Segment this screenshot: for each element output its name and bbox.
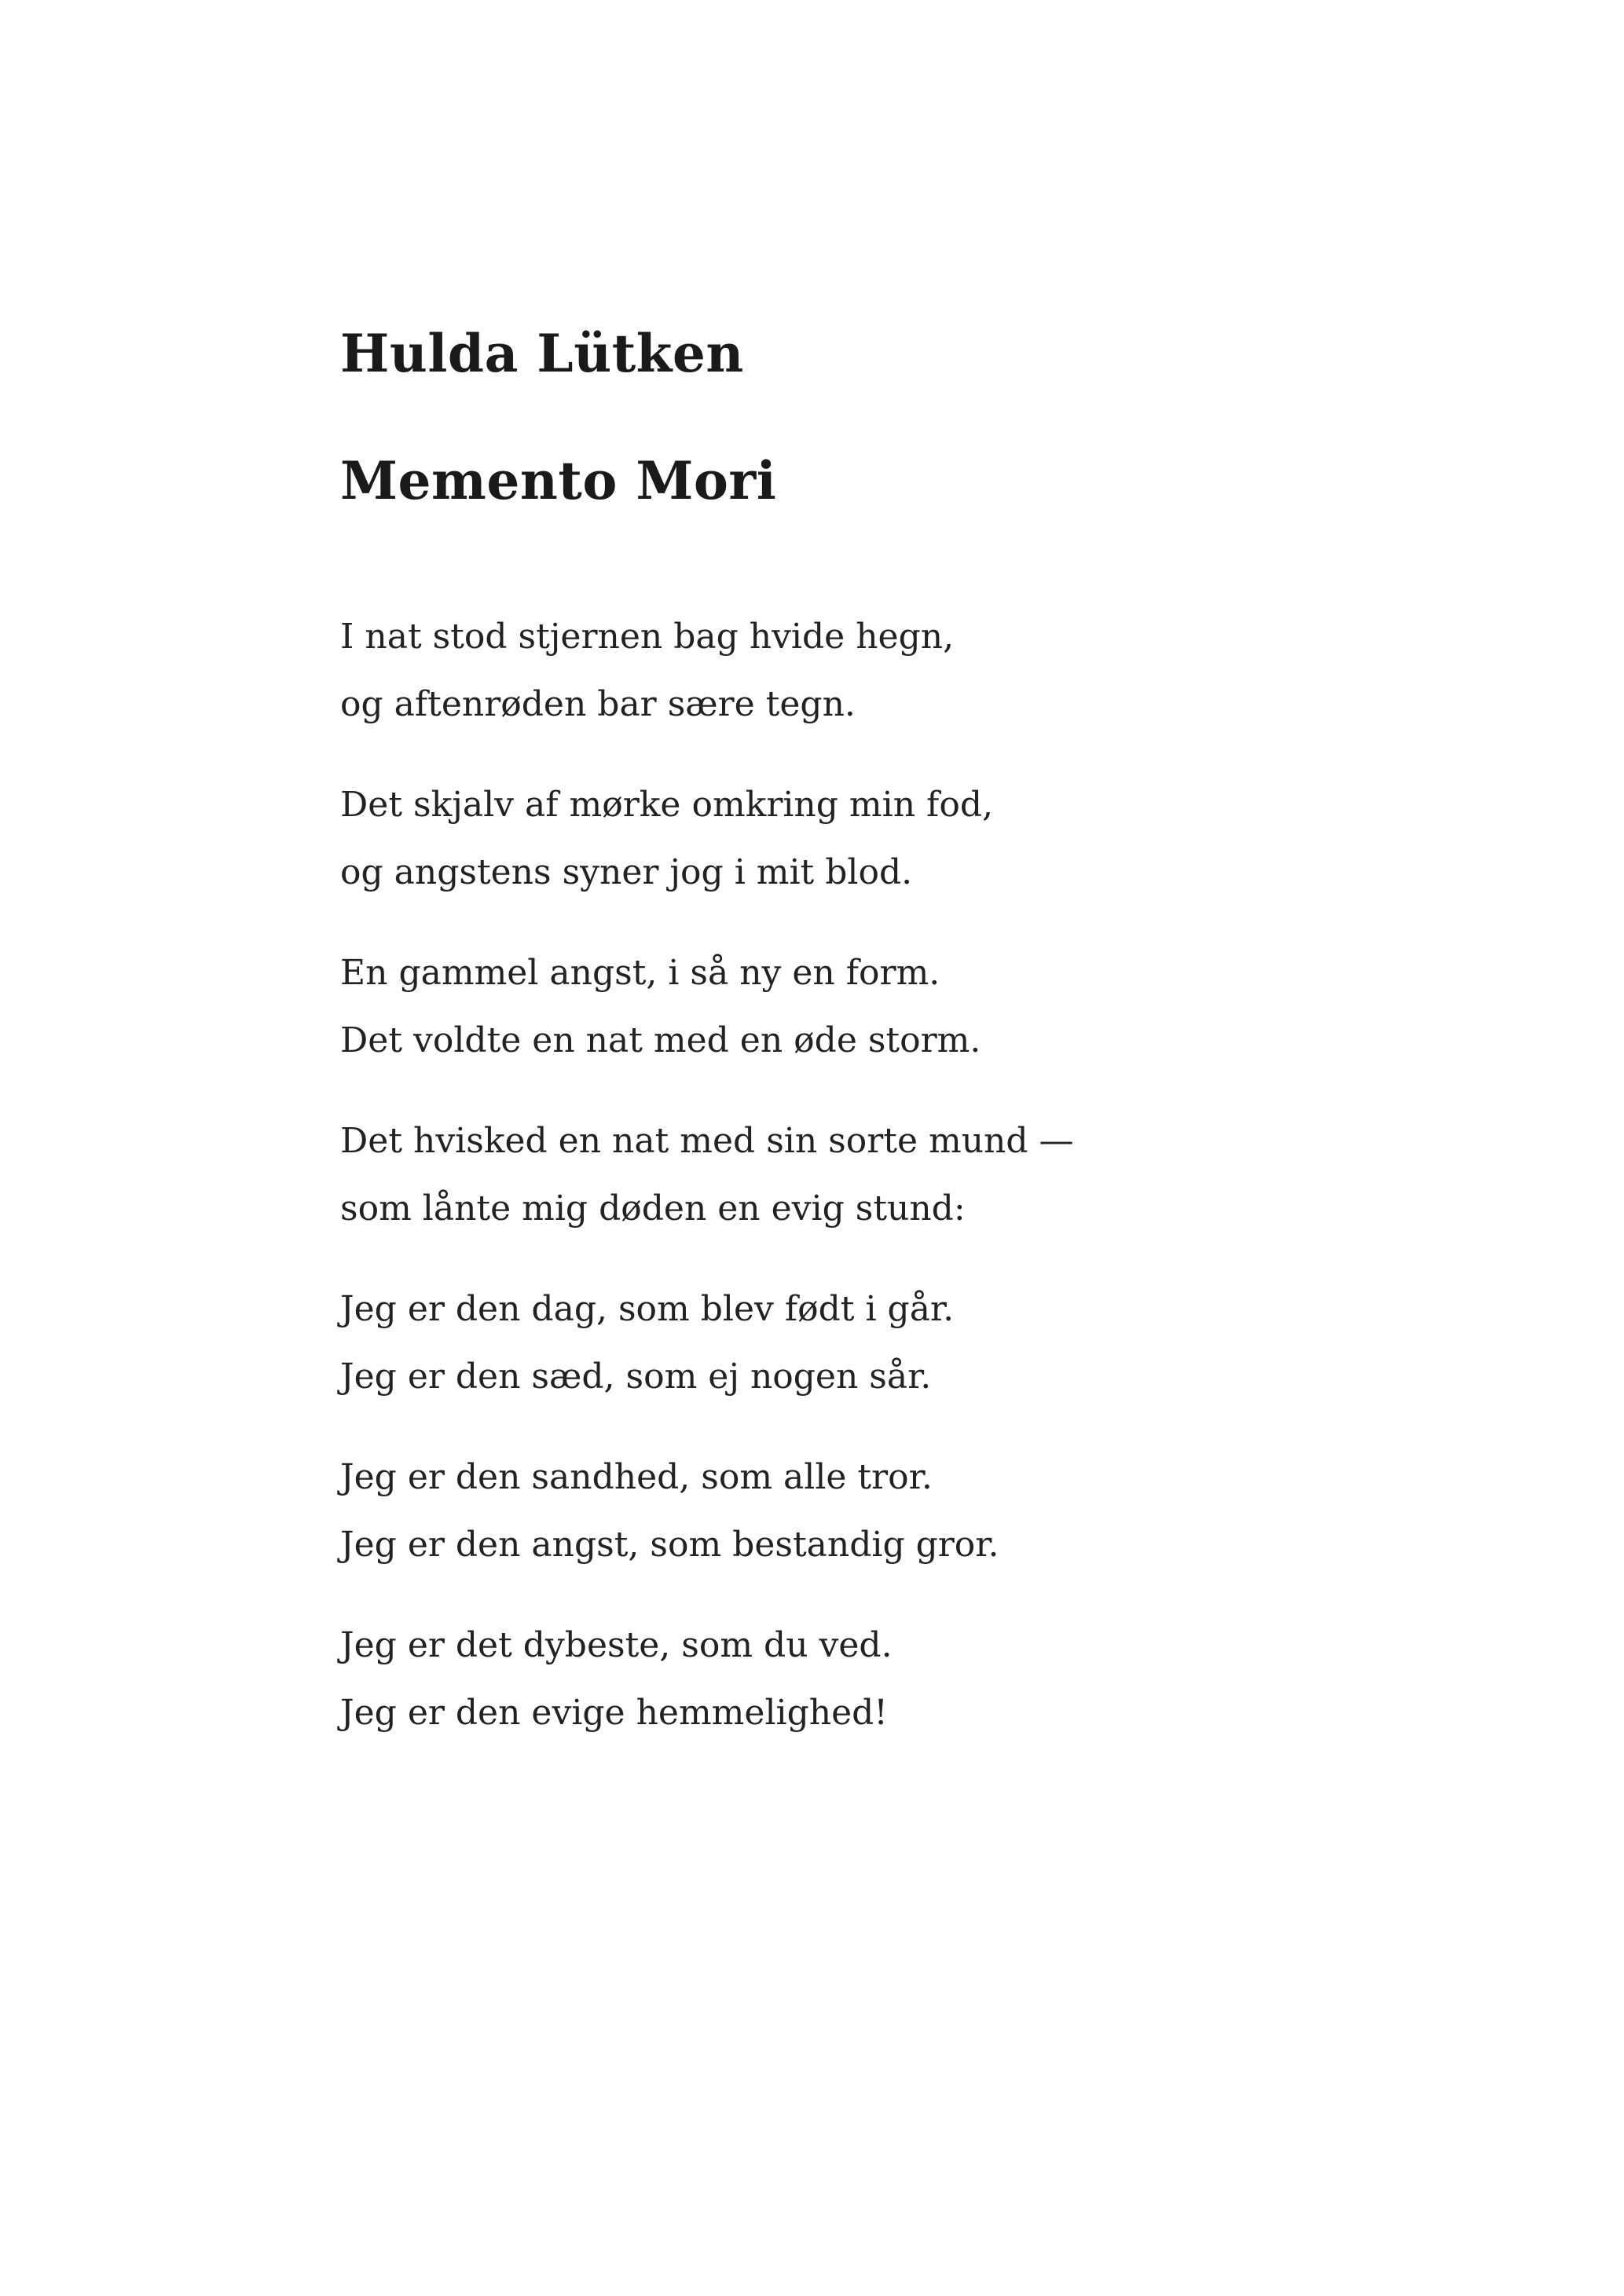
author-name: Hulda Lütken bbox=[340, 323, 744, 384]
poem-line: og angstens syner jog i mit blod. bbox=[340, 852, 913, 892]
stanza-2 bbox=[340, 771, 1479, 906]
poem-line: I nat stod stjernen bag hvide hegn, bbox=[340, 617, 955, 657]
stanza-7 bbox=[340, 1612, 1479, 1747]
poem-body bbox=[340, 603, 1479, 1780]
stanza-5 bbox=[340, 1276, 1479, 1411]
poem-title: Memento Mori bbox=[340, 450, 777, 511]
poem-line: Jeg er den sandhed, som alle tror. bbox=[340, 1457, 933, 1497]
poem-line: Det hvisked en nat med sin sorte mund — bbox=[340, 1121, 1074, 1161]
poem-line: som lånte mig døden en evig stund: bbox=[340, 1188, 966, 1229]
poem-line: Det skjalv af mørke omkring min fod, bbox=[340, 785, 993, 825]
poem-line: Det voldte en nat med en øde storm. bbox=[340, 1020, 981, 1060]
poem-line: Jeg er den sæd, som ej nogen sår. bbox=[340, 1357, 932, 1397]
poem-line: Jeg er det dybeste, som du ved. bbox=[340, 1625, 893, 1665]
poem-line: En gammel angst, i så ny en form. bbox=[340, 953, 940, 993]
poem-line: Jeg er den dag, som blev født i går. bbox=[340, 1289, 955, 1329]
stanza-6 bbox=[340, 1444, 1479, 1579]
poem-line: og aftenrøden bar sære tegn. bbox=[340, 684, 856, 724]
poem-header bbox=[340, 318, 1440, 516]
stanza-4 bbox=[340, 1108, 1479, 1243]
poem-line: Jeg er den angst, som bestandig gror. bbox=[340, 1525, 999, 1565]
stanza-3 bbox=[340, 939, 1479, 1075]
stanza-1 bbox=[340, 603, 1479, 738]
poem-line: Jeg er den evige hemmelighed! bbox=[340, 1693, 888, 1733]
